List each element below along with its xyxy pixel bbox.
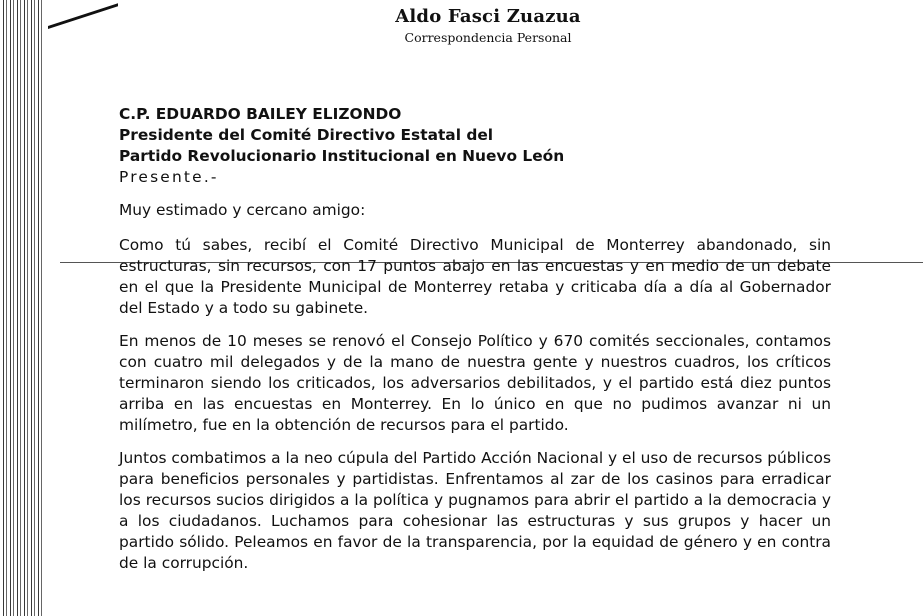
addressee-title: Presidente del Comité Directivo Estatal del <box>119 126 494 144</box>
addressee-organization: Partido Revolucionario Institucional en Nuevo León <box>119 147 565 165</box>
presente-line: Presente.- <box>119 168 219 186</box>
sender-subtitle: Correspondencia Personal <box>404 30 572 45</box>
addressee-name: C.P. EDUARDO BAILEY ELIZONDO <box>119 105 402 123</box>
corner-mark <box>48 0 118 29</box>
paragraph-2: En menos de 10 meses se renovó el Consejo Político y 670 comités seccionales, contamos con cuatro mil delegados y de la mano de nuestra gente y nuestros cuadros, los críticos terminaron siendo los criticados, los adversarios debilitados, y el partido está diez puntos arriba en las encuestas en Monterrey. En lo único en que no pudimos avanzar ni un milímetro, fue en la obtención de recursos para el partido. <box>119 332 831 434</box>
paragraph-3: Juntos combatimos a la neo cúpula del Partido Acción Nacional y el uso de recursos públicos para beneficios personales y partidistas. Enfrentamos al zar de los casinos para erradicar los recursos sucios dirigidos a la política y pugnamos para abrir el partido a la democracia y a los ciudadanos. Luchamos para cohesionar las estructuras y sus grupos y hacer un partido sólido. Peleamos en favor de la transparencia, por la equidad de género y en contra de la corrupción. <box>119 449 831 572</box>
letter-body <box>119 104 831 574</box>
paragraph-1: Como tú sabes, recibí el Comité Directivo Municipal de Monterrey abandonado, sin estructuras, sin recursos, con 17 puntos abajo en las encuestas y en medio de un debate en el que la Presidente Municipal de Monterrey retaba y criticaba día a día al Gobernador del Estado y a todo su gabinete. <box>119 236 831 317</box>
salutation: Muy estimado y cercano amigo: <box>119 201 366 219</box>
letterhead <box>300 6 676 45</box>
scan-edge-artifact <box>0 0 44 616</box>
sender-name: Aldo Fasci Zuazua <box>395 6 581 27</box>
